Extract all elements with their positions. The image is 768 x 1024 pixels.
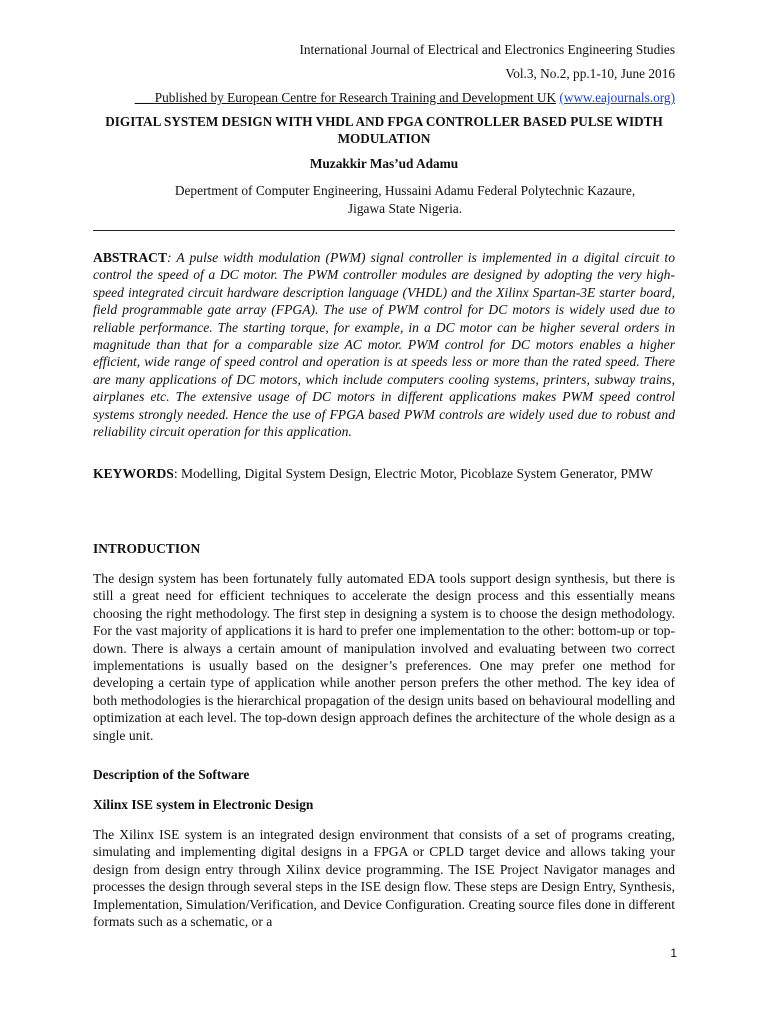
introduction-heading: INTRODUCTION xyxy=(93,541,201,556)
introduction-paragraph: The design system has been fortunately fully automated EDA tools support design synthesis, but there is still a great need for efficient techniques to accelerate the design process and this essentially means choosing the right methodology. The first step in designing a system is to choose the design methodology. For the vast majority of applications it is hard to prefer one implementation to the other: bottom-up or top-down. There is always a certain amount of manipulation involved and evaluating between two correct implementations is usually based on the designer’s preferences. One may prefer one method for developing a certain type of application while another person prefers the other method. The key idea of both methodologies is the hierarchical propagation of the design units based on behavioural modelling and optimization at each level. The top-down design approach defines the architecture of the whole design as a single unit. xyxy=(93,571,675,743)
journal-volume: Vol.3, No.2, pp.1-10, June 2016 xyxy=(505,66,675,81)
xilinx-paragraph: The Xilinx ISE system is an integrated design environment that consists of a set of programs creating, simulating and implementing digital designs in a FPGA or CPLD target device and allows taking your design from design entry through Xilinx device programming. The ISE Project Navigator manages and processes the design through several steps in the ISE design flow. These steps are Design Entry, Synthesis, Implementation, Simulation/Verification, and Device Configuration. Creating source files done in different formats such as a schematic, or a xyxy=(93,827,675,930)
abstract-label: ABSTRACT xyxy=(93,250,168,265)
software-heading: Description of the Software xyxy=(93,767,250,782)
publisher-line xyxy=(135,89,675,106)
section-divider xyxy=(93,230,675,231)
keywords-paragraph xyxy=(93,465,675,482)
paper-title: DIGITAL SYSTEM DESIGN WITH VHDL AND FPGA CONTROLLER BASED PULSE WIDTH MODULATION xyxy=(105,114,663,146)
page-number: 1 xyxy=(670,946,677,960)
publisher-link[interactable]: (www.eajournals.org) xyxy=(559,90,675,105)
publisher-prefix: ___ xyxy=(134,90,155,105)
journal-title: International Journal of Electrical and Electronics Engineering Studies xyxy=(299,42,675,57)
abstract-paragraph xyxy=(93,249,675,440)
xilinx-heading: Xilinx ISE system in Electronic Design xyxy=(93,797,314,812)
publisher-name: Published by European Centre for Research Training and Development UK xyxy=(154,90,557,105)
paper-author: Muzakkir Mas’ud Adamu xyxy=(309,156,459,171)
keywords-label: KEYWORDS xyxy=(93,466,174,481)
keywords-text: : Modelling, Digital System Design, Electric Motor, Picoblaze System Generator, PMW xyxy=(173,466,653,481)
abstract-text: : A pulse width modulation (PWM) signal controller is implemented in a digital circuit to control the speed of a DC motor. The PWM controller modules are designed by adopting the very high-speed integrated circuit hardware description language (VHDL) and the Xilinx Spartan-3E starter board, field programmable gate array (FPGA). The use of PWM control for DC motors is widely used due to reliable performance. The starting torque, for example, in a DC motor can be higher several orders in magnitude than that for a comparable size AC motor. PWM control for DC motors enables a higher efficient, wide range of speed control and operation is at speeds less or more than the rated speed. There are many applications of DC motors, which include computers cooling systems, printers, subway trains, airplanes etc. The extensive usage of DC motors in different applications makes PWM speed control systems strongly needed. Hence the use of FPGA based PWM controls are widely used due to robust and reliability circuit operation for this application. xyxy=(93,250,675,440)
paper-affiliation: Depertment of Computer Engineering, Hussaini Adamu Federal Polytechnic Kazaure, Jigawa State Nigeria. xyxy=(174,183,636,216)
